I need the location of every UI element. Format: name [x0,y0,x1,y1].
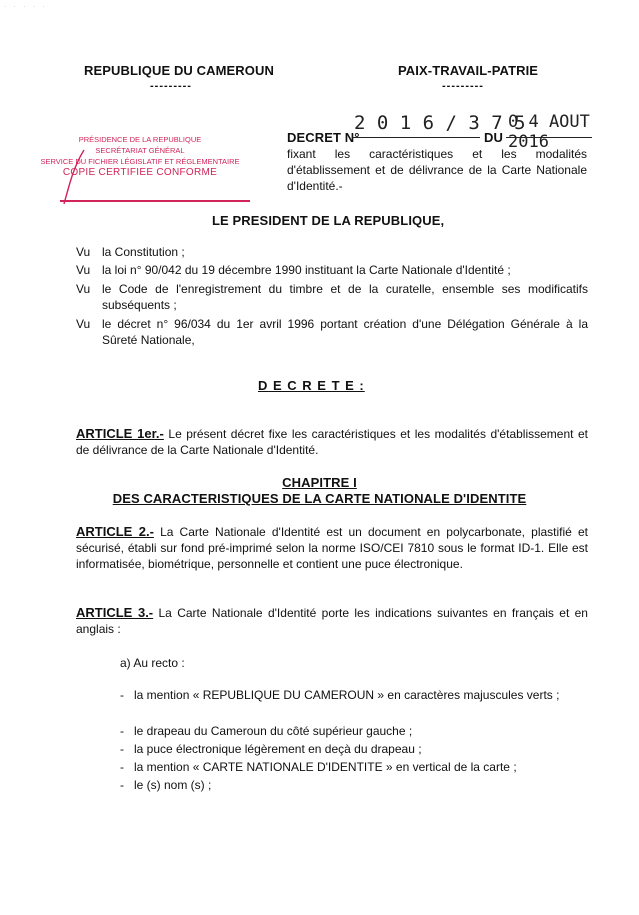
vu-text: le décret n° 96/034 du 1er avril 1996 portant création d'une Délégation Générale à la Sûreté Nationale, [102,317,588,347]
vu-item [76,262,588,278]
decree-subject: fixant les caractéristiques et les modalités d'établissement et de délivrance de la Carte Nationale d'Identité.- [287,147,587,193]
vu-item [76,244,588,260]
decree-label: DECRET N° [287,130,360,145]
president-heading: LE PRESIDENT DE LA REPUBLIQUE, [212,213,445,228]
article-2-label: ARTICLE 2.- [76,524,154,539]
article-3-label: ARTICLE 3.- [76,605,154,620]
list-item-text: la mention « REPUBLIQUE DU CAMEROUN » en caractères majuscules verts ; [134,688,560,702]
list-item-text: le drapeau du Cameroun du côté supérieur gauche ; [134,724,413,738]
decree-date: 0 4 AOUT 2016 [508,112,590,152]
list-item [120,741,590,757]
list-item [120,759,590,775]
recto-heading: a) Au recto : [120,656,185,670]
scan-mark: · · · · · [4,4,48,10]
article-1-text: Le présent décret fixe les caractéristiques et les modalités d'établissement et de délivrance de la Carte Nationale d'Identité. [76,427,588,457]
article-1 [76,426,588,458]
chapter-subtitle: DES CARACTERISTIQUES DE LA CARTE NATIONALE D'IDENTITE [112,491,527,506]
list-item [120,777,590,793]
list-bullet: - [120,742,124,756]
article-3-text: La Carte Nationale d'Identité porte les indications suivantes en français et en anglais : [76,606,588,636]
stamp-checkmark-icon [62,148,92,206]
list-bullet: - [120,688,124,702]
list-bullet: - [120,724,124,738]
list-item [120,687,590,703]
stamp-line-service: SERVICE DU FICHIER LÉGISLATIF ET RÉGLEMENTAIRE [40,157,240,166]
list-bullet: - [120,760,124,774]
decree-number-underline [352,137,480,138]
stamp-line-certified: COPIE CERTIFIEE CONFORME [62,167,218,178]
list-item-text: la mention « CARTE NATIONALE D'IDENTITE » en vertical de la carte ; [134,760,517,774]
chapter-title: CHAPITRE I [282,475,357,490]
article-2 [76,524,588,572]
list-item-text: la puce électronique légèrement en deçà du drapeau ; [134,742,422,756]
stamp-line-secretariat: SECRÉTARIAT GÉNÉRAL [95,146,185,155]
vu-keyword: Vu [76,245,91,259]
decree-du-label: DU [484,130,503,145]
list-item [120,723,590,739]
republic-title: REPUBLIQUE DU CAMEROUN [84,63,274,78]
decree-number: 2 0 1 6 / 3 7 5 [354,112,526,134]
list-item-text: le (s) nom (s) ; [134,778,212,792]
motto-dash: --------- [442,80,484,92]
certified-copy-stamp [20,134,260,196]
vu-text: la loi n° 90/042 du 19 décembre 1990 instituant la Carte Nationale d'Identité ; [102,263,511,277]
article-1-label: ARTICLE 1er.- [76,426,164,441]
list-bullet: - [120,778,124,792]
decree-date-underline [506,137,592,138]
republic-dash: --------- [150,80,192,92]
motto-title: PAIX-TRAVAIL-PATRIE [398,63,539,78]
vu-item [76,281,588,313]
vu-keyword: Vu [76,263,91,277]
stamp-underline [60,200,250,202]
article-2-text: La Carte Nationale d'Identité est un document en polycarbonate, plastifié et sécurisé, établi sur fond pré-imprimé selon la norme ISO/CEI 7810 sous le format ID-1. Elle est informatisée, biométrique, personnelle et contient une puce électronique. [76,525,588,571]
stamp-line-presidency: PRÉSIDENCE DE LA REPUBLIQUE [78,135,202,144]
article-3 [76,605,588,637]
vu-text: le Code de l'enregistrement du timbre et de la curatelle, ensemble ses modificatifs subséquents ; [102,282,588,312]
vu-keyword: Vu [76,317,91,331]
vu-keyword: Vu [76,282,91,296]
vu-text: la Constitution ; [102,245,185,259]
vu-item [76,316,588,348]
decrete-heading: D E C R E T E : [258,378,365,393]
